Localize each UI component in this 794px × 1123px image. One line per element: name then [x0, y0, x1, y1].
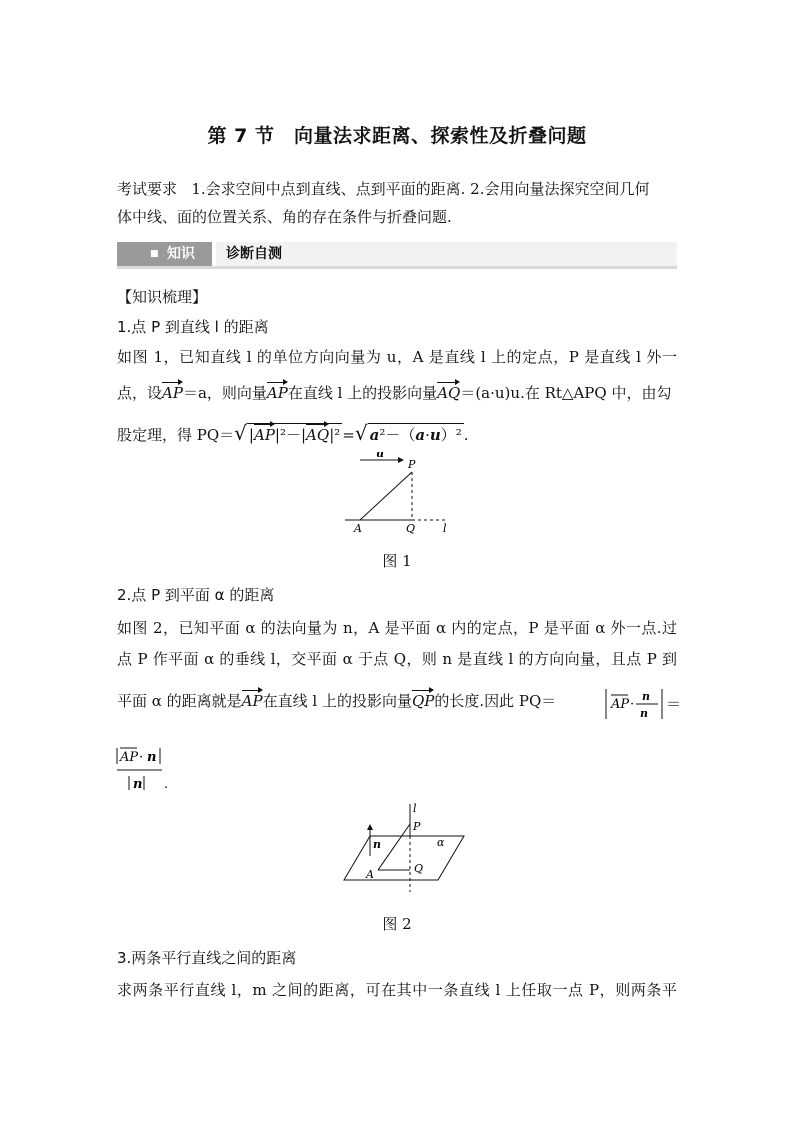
- period: .: [164, 777, 169, 792]
- label-Q: Q: [406, 522, 416, 535]
- section2-line3: [117, 690, 677, 711]
- exam-requirement: [117, 176, 677, 202]
- s2l3-text-b: 在直线 l 上的投影向量: [262, 692, 412, 710]
- section1-line1: 如图 1，已知直线 l 的单位方向向量为 u，A 是直线 l 上的定点，P 是直线 l 外一: [117, 348, 677, 366]
- segment-AP: [360, 472, 412, 520]
- banner-right-label: 诊断自测: [226, 246, 282, 262]
- normal-arrowhead-icon: [367, 824, 373, 830]
- formula-AP: AP: [611, 697, 630, 712]
- figure-1-diagram: [340, 452, 460, 536]
- label-alpha: α: [437, 836, 445, 849]
- banner-right-block: [216, 242, 677, 266]
- vector-AP-3: AP: [253, 426, 275, 444]
- equals-sign: ＝: [666, 695, 682, 713]
- sqrt-radicand-2: a²－（a·u）²: [368, 423, 464, 445]
- figure-2-diagram: [340, 800, 470, 896]
- sqrt-sign: √: [234, 421, 247, 445]
- label-A: A: [366, 868, 374, 881]
- section1-line2: [117, 382, 677, 403]
- sqrt-sign-2: √: [354, 421, 368, 445]
- s1l2-text-b: ＝a，则向量: [182, 384, 267, 402]
- formula-n-num: n: [642, 690, 650, 703]
- section1-title: 1.点 P 到直线 l 的距离: [117, 318, 269, 336]
- section-banner: [117, 242, 677, 266]
- frac-AP: AP: [120, 750, 139, 765]
- s1l2-text-c: 在直线 l 上的投影向量: [287, 384, 438, 402]
- exam-requirement-line2: 体中线、面的位置关系、角的存在条件与折叠问题.: [117, 208, 452, 226]
- label-Q: Q: [414, 862, 424, 875]
- frac-n-den: n: [133, 777, 143, 792]
- section3-title: 3.两条平行直线之间的距离: [117, 949, 297, 967]
- square-bullet-icon: ■: [150, 249, 159, 259]
- u-arrowhead-icon: [398, 457, 404, 463]
- label-n: n: [373, 838, 381, 851]
- vector-AQ: AQ: [437, 384, 461, 402]
- formula-n-den: n: [640, 707, 648, 720]
- s1l2-text-a: 点，设: [117, 384, 163, 402]
- formula-distance-fraction: [114, 742, 174, 792]
- exam-requirement-label: 考试要求: [117, 180, 178, 198]
- figure-1-caption: 图 1: [382, 552, 412, 570]
- plane-alpha: [344, 836, 464, 880]
- section3-line1: 求两条平行直线 l，m 之间的距离，可在其中一条直线 l 上任取一点 P，则两条平: [117, 981, 677, 999]
- section2-line1: 如图 2，已知平面 α 的法向量为 n，A 是平面 α 内的定点，P 是平面 α 外一点.过: [117, 619, 677, 637]
- segment-AP: [378, 824, 410, 870]
- page-title: 第 7 节 向量法求距离、探索性及折叠问题: [207, 125, 587, 147]
- knowledge-heading: 【知识梳理】: [117, 288, 208, 306]
- label-l: l: [413, 802, 417, 815]
- label-P: P: [413, 820, 421, 833]
- label-l: l: [443, 522, 447, 535]
- label-u: u: [376, 452, 384, 460]
- vector-AP: AP: [162, 384, 183, 402]
- frac-n: n: [147, 750, 157, 765]
- frac-dot: ·: [139, 750, 144, 765]
- vector-AQ-2: AQ: [306, 426, 330, 444]
- s2l3-text-c: 的长度.因此 PQ＝: [434, 692, 557, 710]
- s2l3-text-a: 平面 α 的距离就是: [117, 692, 242, 710]
- sqrt-radicand-1: |AP|²－|AQ|²: [247, 423, 342, 445]
- figure-2-caption: 图 2: [382, 915, 412, 933]
- banner-underline: [117, 266, 677, 269]
- s1l2-text-d: ＝(a·u)u.在 Rt△APQ 中，由勾: [460, 384, 672, 402]
- section2-title: 2.点 P 到平面 α 的距离: [117, 586, 275, 604]
- label-A: A: [354, 522, 362, 535]
- banner-left-block: [117, 242, 212, 266]
- section2-line2: 点 P 作平面 α 的垂线 l，交平面 α 于点 Q，则 n 是直线 l 的方向向量，且点 P 到: [117, 650, 677, 668]
- banner-left-label: 知识: [167, 246, 195, 262]
- dot-sign: ·: [630, 697, 635, 712]
- vector-QP: QP: [411, 692, 435, 710]
- vector-AP-2: AP: [266, 384, 288, 402]
- section1-line3: 股定理，得 PQ＝√ |AP|²－|AQ|² =√ a²－（a·u）² .: [117, 421, 469, 445]
- exam-requirement-line1: 1.会求空间中点到直线、点到平面的距离. 2.会用向量法探究空间几何: [191, 180, 650, 198]
- formula-projection-length: [602, 686, 682, 726]
- vector-AP-4: AP: [241, 692, 263, 710]
- s1l3-equals: =: [342, 426, 355, 444]
- s1l3-text-a: 股定理，得 PQ＝: [117, 426, 235, 444]
- label-P: P: [408, 458, 416, 471]
